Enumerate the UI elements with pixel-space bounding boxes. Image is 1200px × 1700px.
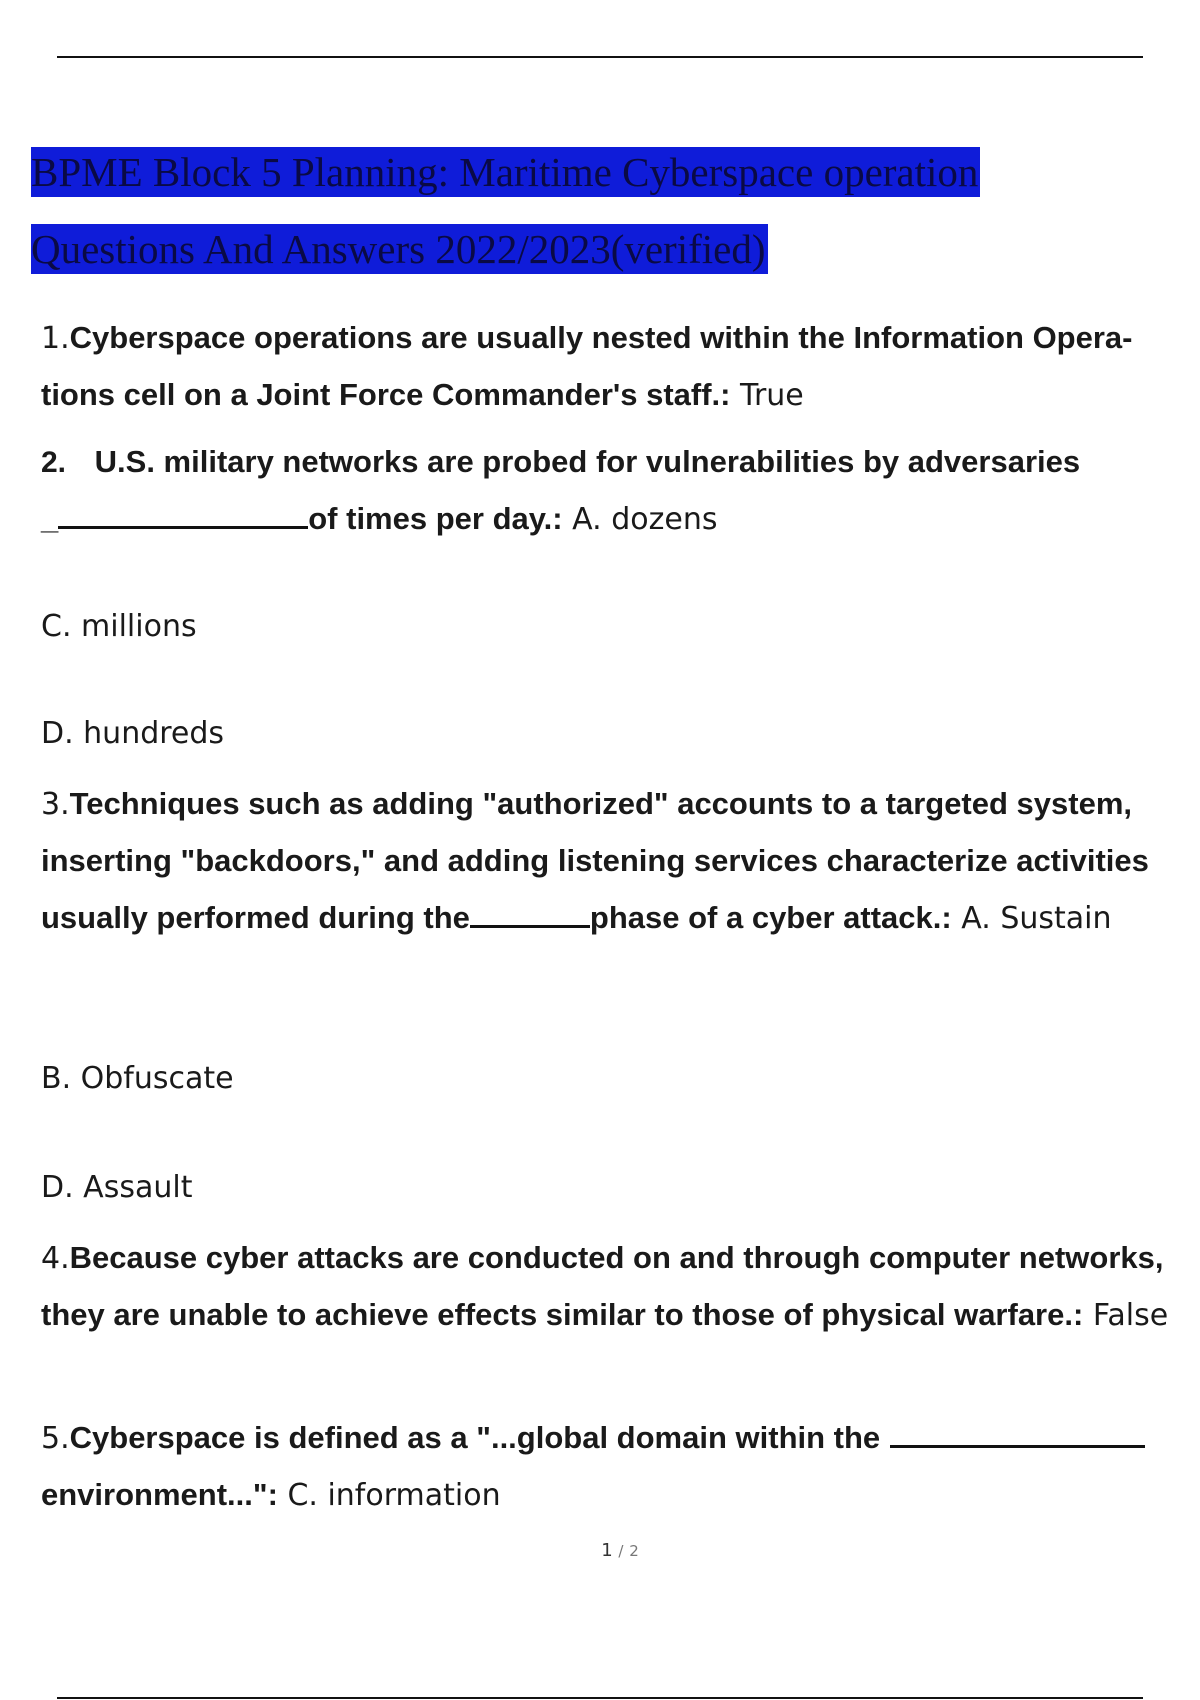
question-number: 1. (41, 321, 70, 356)
question-2 (41, 434, 1191, 548)
question-number: 2. (41, 446, 67, 479)
question-text: U.S. military networks are probed for vulnerabilities by adversaries (94, 444, 1081, 479)
question-5 (41, 1410, 1191, 1524)
question-number: 4. (41, 1241, 70, 1276)
question-3 (41, 776, 1191, 947)
question-answer: C. information (287, 1478, 501, 1513)
answer-blank (58, 498, 308, 529)
answer-option: D. hundreds (41, 716, 225, 751)
document-title-line-1: BPME Block 5 Planning: Maritime Cyberspace operation (31, 149, 979, 195)
question-answer: A. Sustain (961, 901, 1112, 936)
question-answer: A. dozens (572, 502, 718, 537)
top-rule (57, 56, 1143, 58)
blank-lead: _ (41, 501, 59, 536)
answer-option: D. Assault (41, 1170, 193, 1205)
page-separator: / (618, 1542, 624, 1560)
answer-blank (890, 1417, 1145, 1448)
answer-option: B. Obfuscate (41, 1061, 234, 1096)
current-page: 1 (601, 1540, 613, 1561)
question-text-continued: of times per day.: (308, 501, 563, 536)
question-text: Cyberspace is defined as a "...global domain within the (69, 1420, 881, 1455)
bottom-rule (57, 1697, 1143, 1699)
total-pages: 2 (629, 1542, 639, 1560)
question-text: Techniques such as adding "authorized" accounts to a targeted system, inserting "backdoors," and adding listening services characterize activities usually performed during the (41, 786, 1149, 935)
question-text-continued: environment...": (41, 1477, 278, 1512)
document-title-line-2: Questions And Answers 2022/2023(verified) (31, 226, 766, 272)
answer-blank (470, 897, 590, 928)
question-number: 3. (41, 787, 70, 822)
question-1 (41, 310, 1191, 424)
question-answer: False (1092, 1298, 1169, 1333)
question-number: 5. (41, 1421, 70, 1456)
question-text: Cyberspace operations are usually nested within the Information Opera- tions cell on a Joint Force Commander's staff.: (41, 320, 1133, 412)
question-text-continued: phase of a cyber attack.: (589, 900, 952, 935)
answer-option: C. millions (41, 609, 197, 644)
question-4 (41, 1230, 1191, 1344)
question-answer: True (740, 378, 804, 413)
question-text: Because cyber attacks are conducted on and through computer networks, they are unable to achieve effects similar to those of physical warfare.: (41, 1240, 1164, 1332)
page-indicator (0, 1540, 1200, 1561)
